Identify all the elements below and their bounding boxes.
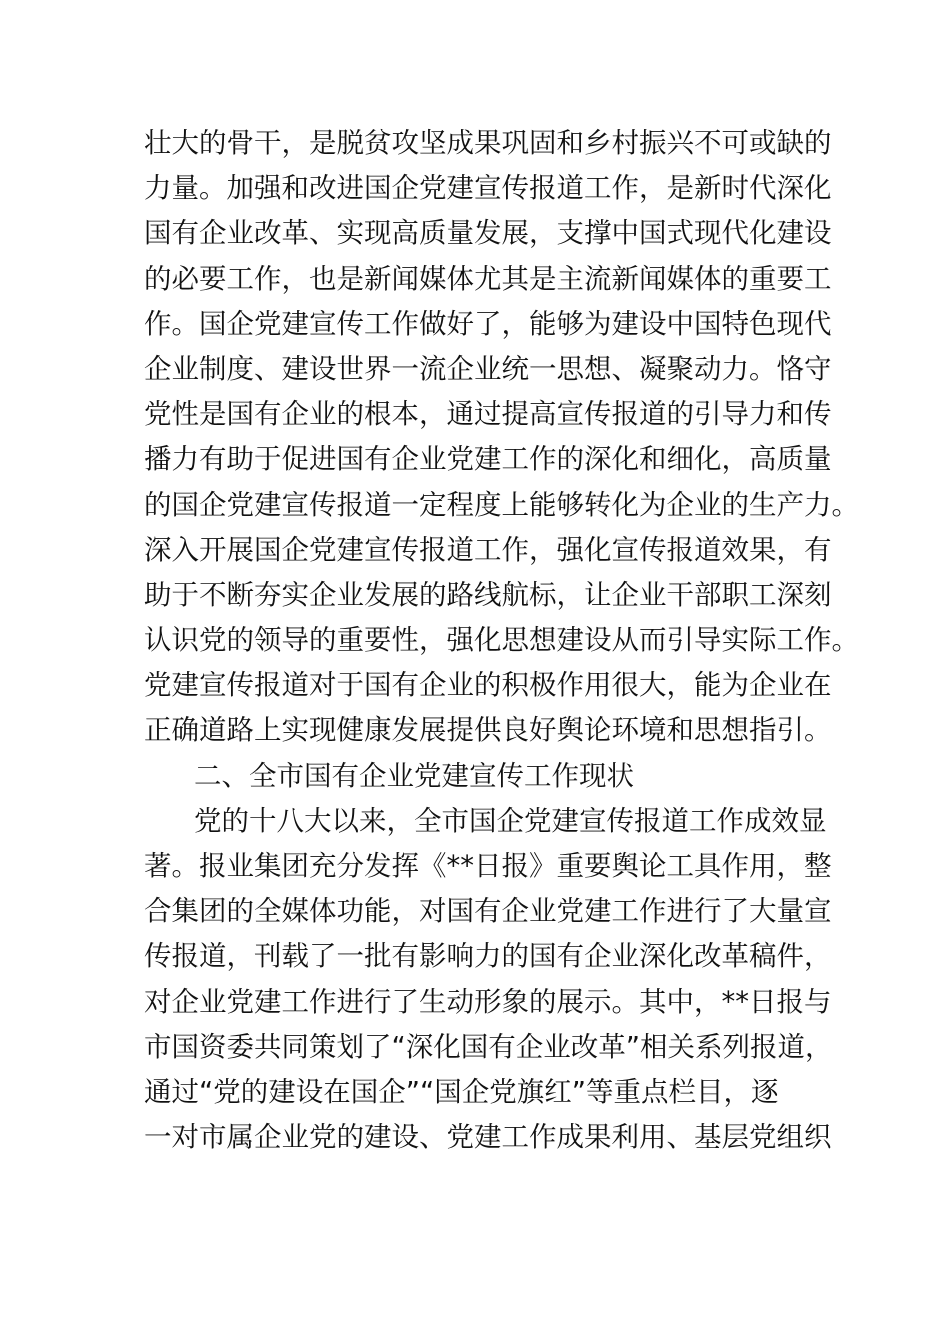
text-line: 一对市属企业党的建设、党建工作成果利用、基层党组织 <box>144 1121 832 1154</box>
text-line: 国有企业改革、实现高质量发展，支撑中国式现代化建设 <box>144 217 832 250</box>
text-line: 助于不断夯实企业发展的路线航标，让企业干部职工深刻 <box>144 578 832 611</box>
text-line: 认识党的领导的重要性，强化思想建设从而引导实际工作。 <box>144 624 859 657</box>
text-line: 市国资委共同策划了“深化国有企业改革”相关系列报道， <box>144 1030 833 1063</box>
text-line: 播力有助于促进国有企业党建工作的深化和细化，高质量 <box>144 443 832 476</box>
text-line: 党性是国有企业的根本，通过提高宣传报道的引导力和传 <box>144 398 832 431</box>
text-line: 通过“党的建设在国企”“国企党旗红”等重点栏目，逐 <box>144 1075 779 1108</box>
section-heading: 二、全市国有企业党建宣传工作现状 <box>194 759 634 792</box>
text-line: 壮大的骨干，是脱贫攻坚成果巩固和乡村振兴不可或缺的 <box>144 127 832 159</box>
text-line: 的国企党建宣传报道一定程度上能够转化为企业的生产力。 <box>144 488 859 521</box>
text-line: 作。国企党建宣传工作做好了，能够为建设中国特色现代 <box>144 307 832 340</box>
text-line: 党建宣传报道对于国有企业的积极作用很大，能为企业在 <box>144 669 832 702</box>
text-line: 对企业党建工作进行了生动形象的展示。其中，**日报与 <box>144 985 832 1018</box>
text-line: 的必要工作，也是新闻媒体尤其是主流新闻媒体的重要工 <box>144 262 832 295</box>
body-text <box>144 121 859 1160</box>
text-line: 著。报业集团充分发挥《**日报》重要舆论工具作用，整 <box>144 850 832 882</box>
text-line: 党的十八大以来，全市国企党建宣传报道工作成效显 <box>194 804 827 837</box>
text-line: 合集团的全媒体功能，对国有企业党建工作进行了大量宣 <box>144 895 832 928</box>
text-line: 正确道路上实现健康发展提供良好舆论环境和思想指引。 <box>144 714 832 747</box>
text-line: 力量。加强和改进国企党建宣传报道工作，是新时代深化 <box>144 172 832 205</box>
text-line: 企业制度、建设世界一流企业统一思想、凝聚动力。恪守 <box>144 352 832 385</box>
text-line: 传报道，刊载了一批有影响力的国有企业深化改革稿件， <box>144 940 832 973</box>
text-line: 深入开展国企党建宣传报道工作，强化宣传报道效果，有 <box>144 533 832 566</box>
